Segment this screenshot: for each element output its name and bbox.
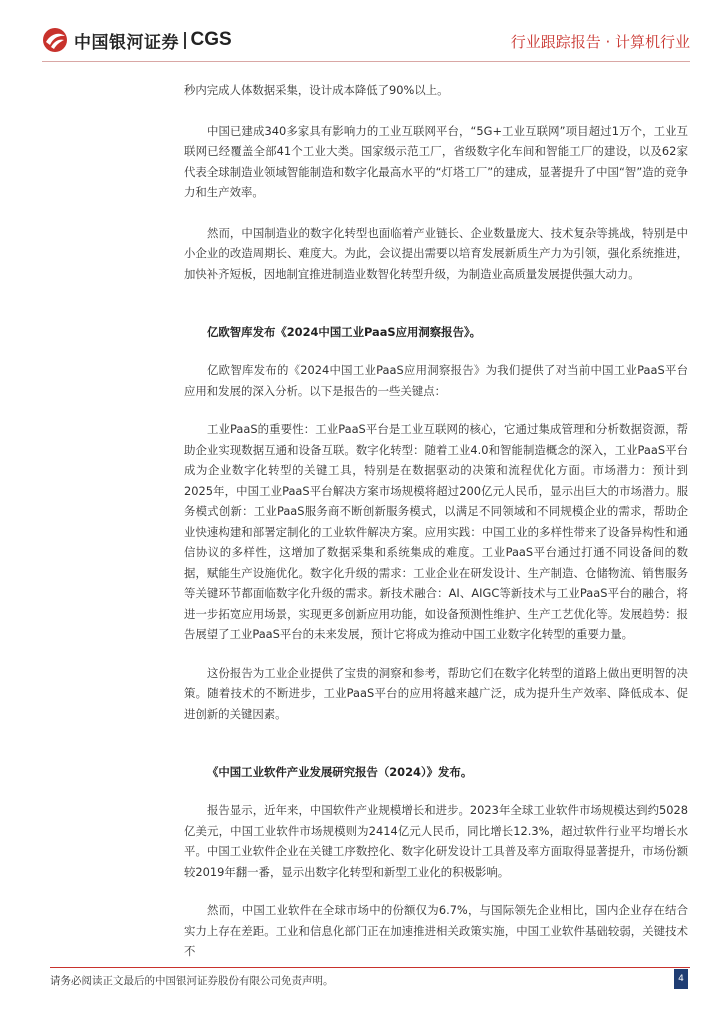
page-header [0, 0, 724, 72]
paragraph: 然而，中国制造业的数字化转型也面临着产业链长、企业数量庞大、技术复杂等挑战，特别是中小企业的改造周期长、难度大。为此，会议提出需要以培育发展新质生产力为引领，强化系统推进，加快补齐短板，因地制宜推进制造业数智化转型升级，为制造业高质量发展提供强大动力。 [184, 225, 688, 281]
page-number: 4 [674, 969, 688, 989]
paragraph: 中国已建成340多家具有影响力的工业互联网平台，“5G+工业互联网”项目超过1万个，工业互联网已经覆盖全部41个工业大类。国家级示范工厂，省级数字化车间和智能工厂的建设，以及62家代表全球制造业领域智能制造和数字化最高水平的“灯塔工厂”的建成，显著提升了中国“智”造的竞争力和生产效率。 [184, 123, 688, 199]
report-category: 行业跟踪报告 · 计算机行业 [510, 33, 690, 51]
paragraph: 秒内完成人体数据采集，设计成本降低了90%以上。 [184, 83, 449, 97]
footer-divider [50, 967, 690, 968]
brand-name-cn: 中国银河证券 [74, 32, 179, 53]
section-heading: 亿欧智库发布《2024中国工业PaaS应用洞察报告》。 [207, 325, 482, 339]
paragraph: 工业PaaS的重要性：工业PaaS平台是工业互联网的核心，它通过集成管理和分析数据资源，帮助企业实现数据互通和设备互联。数字化转型：随着工业4.0和智能制造概念的深入，工业PaaS平台成为企业数字化转型的关键工具，特别是在数据驱动的决策和流程优化方面。市场潜力：预计到2025年，中国工业PaaS平台解决方案市场规模将超过200亿元人民币，显示出巨大的市场潜力。服务模式创新：工业PaaS服务商不断创新服务模式，以满足不同领域和不同规模企业的需求，帮助企业快速构建和部署定制化的工业软件解决方案。应用实践：中国工业的多样性带来了设备异构性和通信协议的多样性，这增加了数据采集和系统集成的难度。工业PaaS平台通过打通不同设备间的数据，赋能生产设施优化。数字化升级的需求：工业企业在研发设计、生产制造、仓储物流、销售服务等关键环节都面临数字化升级的需求。新技术融合：AI、AIGC等新技术与工业PaaS平台的融合，将进一步拓宽应用场景，实现更多创新应用功能，如设备预测性维护、生产工艺优化等。发展趋势：报告展望了工业PaaS平台的未来发展，预计它将成为推动中国工业数字化转型的重要力量。 [184, 422, 688, 641]
paragraph: 报告显示，近年来，中国软件产业规模增长和进步。2023年全球工业软件市场规模达到约5028亿美元，中国工业软件市场规模则为2414亿元人民币，同比增长12.3%，超过软件行业平均增长水平。中国工业软件企业在关键工序数控化、数字化研发设计工具普及率方面取得显著提升，市场份额较2019年翻一番，显示出数字化转型和新型工业化的积极影响。 [184, 803, 688, 879]
galaxy-logo-icon [42, 27, 68, 53]
paragraph: 然而，中国工业软件在全球市场中的份额仅为6.7%，与国际领先企业相比，国内企业存在结合实力上存在差距。工业和信息化部门正在加速推进相关政策实施，中国工业软件基础较弱，关键技术不 [184, 903, 688, 958]
report-body [184, 80, 688, 962]
paragraph: 这份报告为工业企业提供了宝贵的洞察和参考，帮助它们在数字化转型的道路上做出更明智的决策。随着技术的不断进步，工业PaaS平台的应用将越来越广泛，成为提升生产效率、降低成本、促进创新的关键因素。 [184, 665, 688, 721]
section-heading: 《中国工业软件产业发展研究报告（2024）》发布。 [207, 765, 473, 779]
brand-name-en: CGS [190, 29, 232, 50]
footer-disclaimer: 请务必阅读正文最后的中国银河证券股份有限公司免责声明。 [50, 975, 334, 987]
brand-divider [184, 32, 186, 49]
brand-logo [42, 27, 232, 53]
paragraph: 亿欧智库发布的《2024中国工业PaaS应用洞察报告》为我们提供了对当前中国工业PaaS平台应用和发展的深入分析。以下是报告的一些关键点： [184, 363, 688, 398]
header-divider [42, 61, 690, 62]
